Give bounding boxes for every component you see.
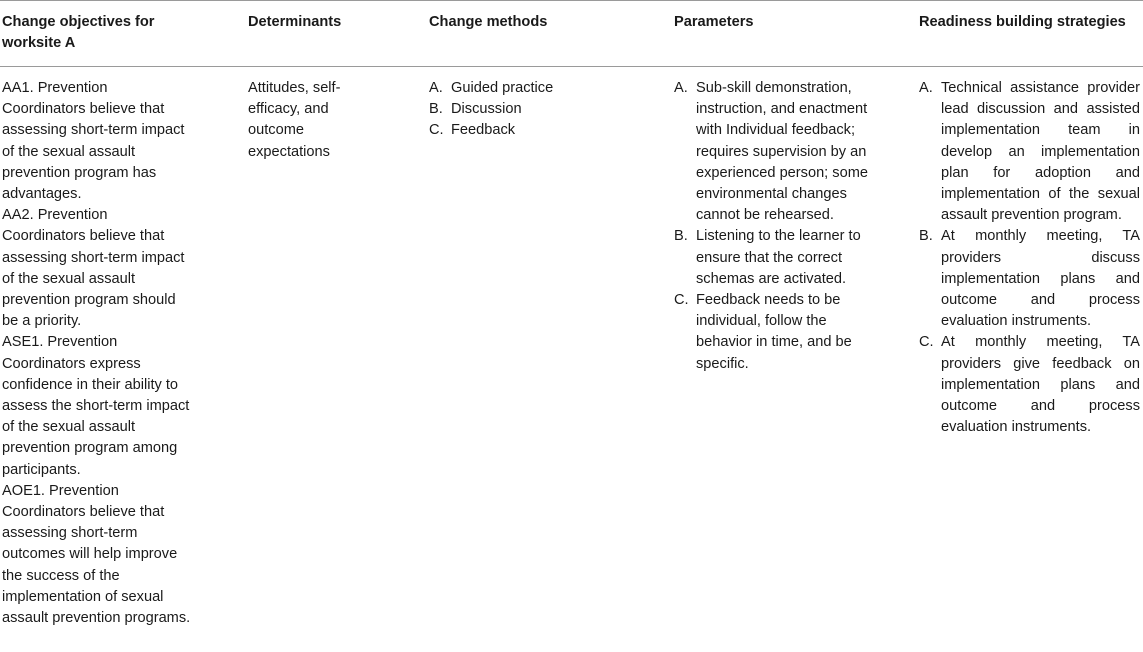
header-row: [0, 1, 1143, 67]
header-change-methods: Change methods: [429, 14, 548, 30]
parameter-item: B. Listening to the learner to ensure that the correct schemas are activated.: [674, 228, 861, 287]
determinants-text: Attitudes, self-efficacy, and outcome expectations: [248, 80, 341, 160]
strategy-item: A. Technical assistance provider lead discussion and assisted implementation team in develop an implementation plan for adoption and implementation of the sexual assault prevention program.: [919, 80, 1140, 224]
methods-list: [429, 78, 666, 142]
objective-aa1: AA1. Prevention Coordinators believe that assessing short-term impact of the sexual assault prevention program has advantages.: [2, 80, 185, 203]
determinants-cell: [246, 67, 427, 630]
strategies-cell: [917, 67, 1143, 630]
parameter-item: A. Sub-skill demonstration, instruction, and enactment with Individual feedback; requires supervision by an experienced person; some environmental changes cannot be rehearsed.: [674, 80, 868, 224]
header-determinants: Determinants: [248, 14, 342, 30]
strategies-list: [919, 78, 1140, 438]
method-item: A. Guided practice: [429, 80, 554, 96]
table-header: [0, 1, 1143, 67]
parameters-cell: [672, 67, 917, 630]
strategy-item: B. At monthly meeting, TA providers discuss implementation plans and outcome and process evaluation instruments.: [919, 228, 1140, 330]
objectives-cell: [0, 67, 246, 630]
method-item: B. Discussion: [429, 101, 522, 118]
method-item: C. Feedback: [429, 122, 516, 139]
methods-cell: [427, 67, 672, 630]
header-readiness-strategies: Readiness building strategies: [919, 14, 1126, 30]
table-row: [0, 67, 1143, 630]
strategy-item: C. At monthly meeting, TA providers give feedback on implementation plans and outcome and process evaluation instruments.: [919, 334, 1140, 436]
objective-aa2: AA2. Prevention Coordinators believe that assessing short-term impact of the sexual assault prevention program should be a priority.: [2, 207, 185, 330]
objective-aoe1: AOE1. Prevention Coordinators believe that assessing short-term outcomes will help improve the success of the implementation of sexual assault prevention programs.: [2, 482, 191, 627]
objective-ase1: ASE1. Prevention Coordinators express confidence in their ability to assess the short-term impact of the sexual assault prevention program among participants.: [2, 334, 190, 478]
table-body: [0, 67, 1143, 630]
header-change-objectives: Change objectives for worksite A: [2, 14, 155, 51]
parameter-item: C. Feedback needs to be individual, follow the behavior in time, and be specific.: [674, 292, 852, 372]
header-parameters: Parameters: [674, 14, 754, 30]
parameters-list: [674, 78, 871, 375]
